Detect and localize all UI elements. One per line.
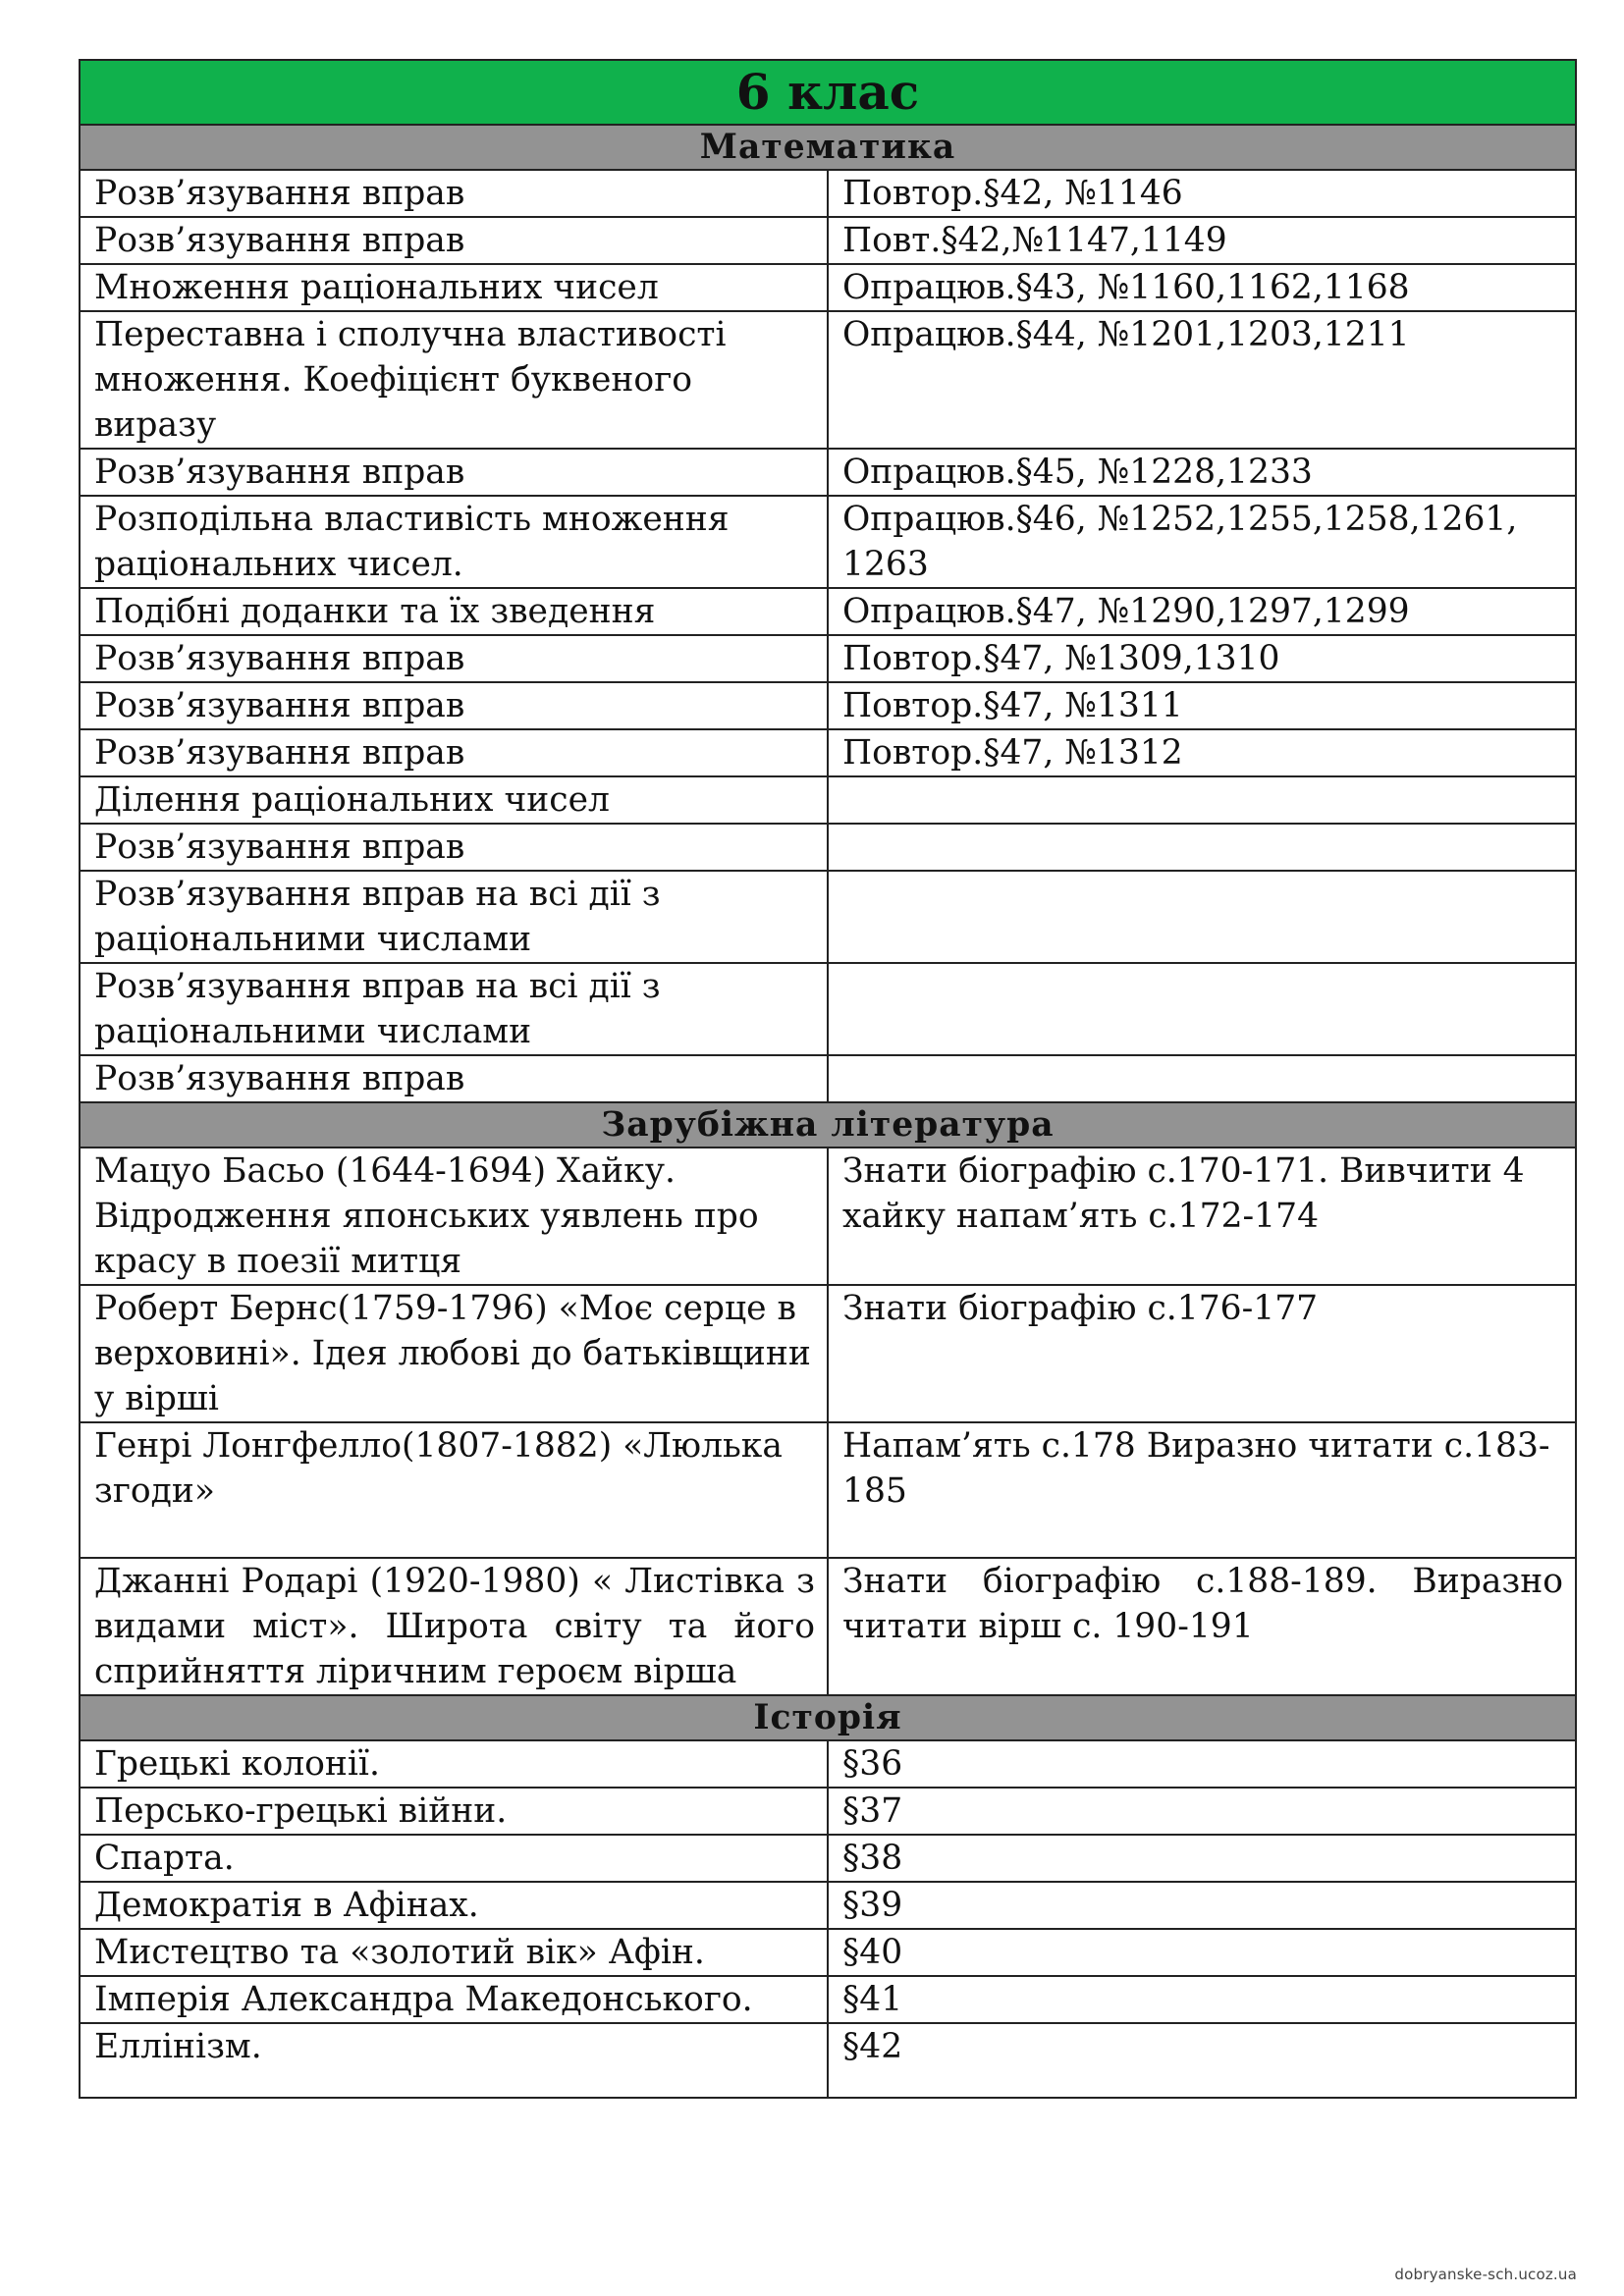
section-title: Зарубіжна література (80, 1102, 1576, 1148)
homework: Напам’ять с.178 Виразно читати с.183-185 (828, 1422, 1576, 1558)
lesson-topic: Мацуо Басьо (1644-1694) Хайку. Відродження японських уявлень про красу в поезії митця (80, 1148, 828, 1285)
lesson-topic: Демократія в Афінах. (80, 1882, 828, 1929)
lesson-topic: Розв’язування вправ на всі дії з раціональними числами (80, 871, 828, 963)
homework (828, 871, 1576, 963)
lesson-topic: Імперія Александра Македонського. (80, 1976, 828, 2023)
section-header-row (80, 1102, 1576, 1148)
section-title: Математика (80, 125, 1576, 170)
lesson-topic: Розподільна властивість множення раціональних чисел. (80, 496, 828, 588)
homework: §41 (828, 1976, 1576, 2023)
lesson-topic: Персько-грецькі війни. (80, 1788, 828, 1835)
homework: Повтор.§47, №1309,1310 (828, 635, 1576, 682)
table-row (80, 1148, 1576, 1285)
lesson-topic: Ділення раціональних чисел (80, 776, 828, 824)
table-row (80, 496, 1576, 588)
homework (828, 963, 1576, 1055)
section-header-row (80, 125, 1576, 170)
homework: Опрацюв.§46, №1252,1255,1258,1261, 1263 (828, 496, 1576, 588)
homework (828, 776, 1576, 824)
table-row (80, 1285, 1576, 1422)
lesson-topic: Роберт Бернс(1759-1796) «Моє серце в верховині». Ідея любові до батьківщини у вірші (80, 1285, 828, 1422)
homework: Опрацюв.§44, №1201,1203,1211 (828, 311, 1576, 449)
table-row (80, 682, 1576, 729)
homework: Опрацюв.§45, №1228,1233 (828, 449, 1576, 496)
table-row (80, 1788, 1576, 1835)
lesson-topic: Розв’язування вправ (80, 682, 828, 729)
homework: Повтор.§47, №1311 (828, 682, 1576, 729)
homework: §38 (828, 1835, 1576, 1882)
homework: Знати біографію с.176-177 (828, 1285, 1576, 1422)
lesson-topic: Джанні Родарі (1920-1980) « Листівка з видами міст». Широта світу та його сприйняття ліричним героєм вірша (80, 1558, 828, 1695)
lesson-topic: Спарта. (80, 1835, 828, 1882)
lesson-topic: Подібні доданки та їх зведення (80, 588, 828, 635)
homework: §42 (828, 2023, 1576, 2098)
homework: Опрацюв.§47, №1290,1297,1299 (828, 588, 1576, 635)
lesson-topic: Розв’язування вправ (80, 635, 828, 682)
homework (828, 1055, 1576, 1102)
table-row (80, 635, 1576, 682)
homework: §37 (828, 1788, 1576, 1835)
watermark: dobryanske-sch.ucoz.ua (1394, 2266, 1577, 2283)
table-row (80, 776, 1576, 824)
table-row (80, 170, 1576, 217)
table-row (80, 1835, 1576, 1882)
lesson-topic: Генрі Лонгфелло(1807-1882) «Люлька згоди» (80, 1422, 828, 1558)
table-row (80, 264, 1576, 311)
lesson-topic: Еллінізм. (80, 2023, 828, 2098)
homework: Повт.§42,№1147,1149 (828, 217, 1576, 264)
homework: §39 (828, 1882, 1576, 1929)
table-row (80, 1740, 1576, 1788)
lesson-topic: Грецькі колонії. (80, 1740, 828, 1788)
lesson-topic: Розв’язування вправ (80, 1055, 828, 1102)
lesson-topic: Розв’язування вправ (80, 217, 828, 264)
table-row (80, 729, 1576, 776)
homework: Знати біографію с.170-171. Вивчити 4 хайку напам’ять с.172-174 (828, 1148, 1576, 1285)
lesson-topic: Розв’язування вправ на всі дії з раціональними числами (80, 963, 828, 1055)
table-row (80, 449, 1576, 496)
page-title: 6 клас (80, 60, 1576, 125)
schedule-table (79, 59, 1577, 2099)
lesson-topic: Мистецтво та «золотий вік» Афін. (80, 1929, 828, 1976)
table-row (80, 1422, 1576, 1558)
lesson-topic: Розв’язування вправ (80, 170, 828, 217)
homework: Знати біографію с.188-189. Виразно читати вірш с. 190-191 (828, 1558, 1576, 1695)
table-row (80, 871, 1576, 963)
homework: Опрацюв.§43, №1160,1162,1168 (828, 264, 1576, 311)
homework (828, 824, 1576, 871)
table-row (80, 1055, 1576, 1102)
lesson-topic: Розв’язування вправ (80, 729, 828, 776)
table-row (80, 2023, 1576, 2098)
table-row (80, 588, 1576, 635)
table-row (80, 963, 1576, 1055)
homework: Повтор.§42, №1146 (828, 170, 1576, 217)
table-row (80, 1558, 1576, 1695)
table-row (80, 217, 1576, 264)
section-header-row (80, 1695, 1576, 1740)
lesson-topic: Переставна і сполучна властивості множення. Коефіцієнт буквеного виразу (80, 311, 828, 449)
section-title: Історія (80, 1695, 1576, 1740)
homework: §40 (828, 1929, 1576, 1976)
table-row (80, 824, 1576, 871)
table-row (80, 311, 1576, 449)
table-row (80, 1976, 1576, 2023)
lesson-topic: Розв’язування вправ (80, 824, 828, 871)
homework: §36 (828, 1740, 1576, 1788)
lesson-topic: Множення раціональних чисел (80, 264, 828, 311)
table-row (80, 1929, 1576, 1976)
title-row (80, 60, 1576, 125)
lesson-topic: Розв’язування вправ (80, 449, 828, 496)
schedule-body (80, 60, 1576, 2098)
table-row (80, 1882, 1576, 1929)
homework: Повтор.§47, №1312 (828, 729, 1576, 776)
